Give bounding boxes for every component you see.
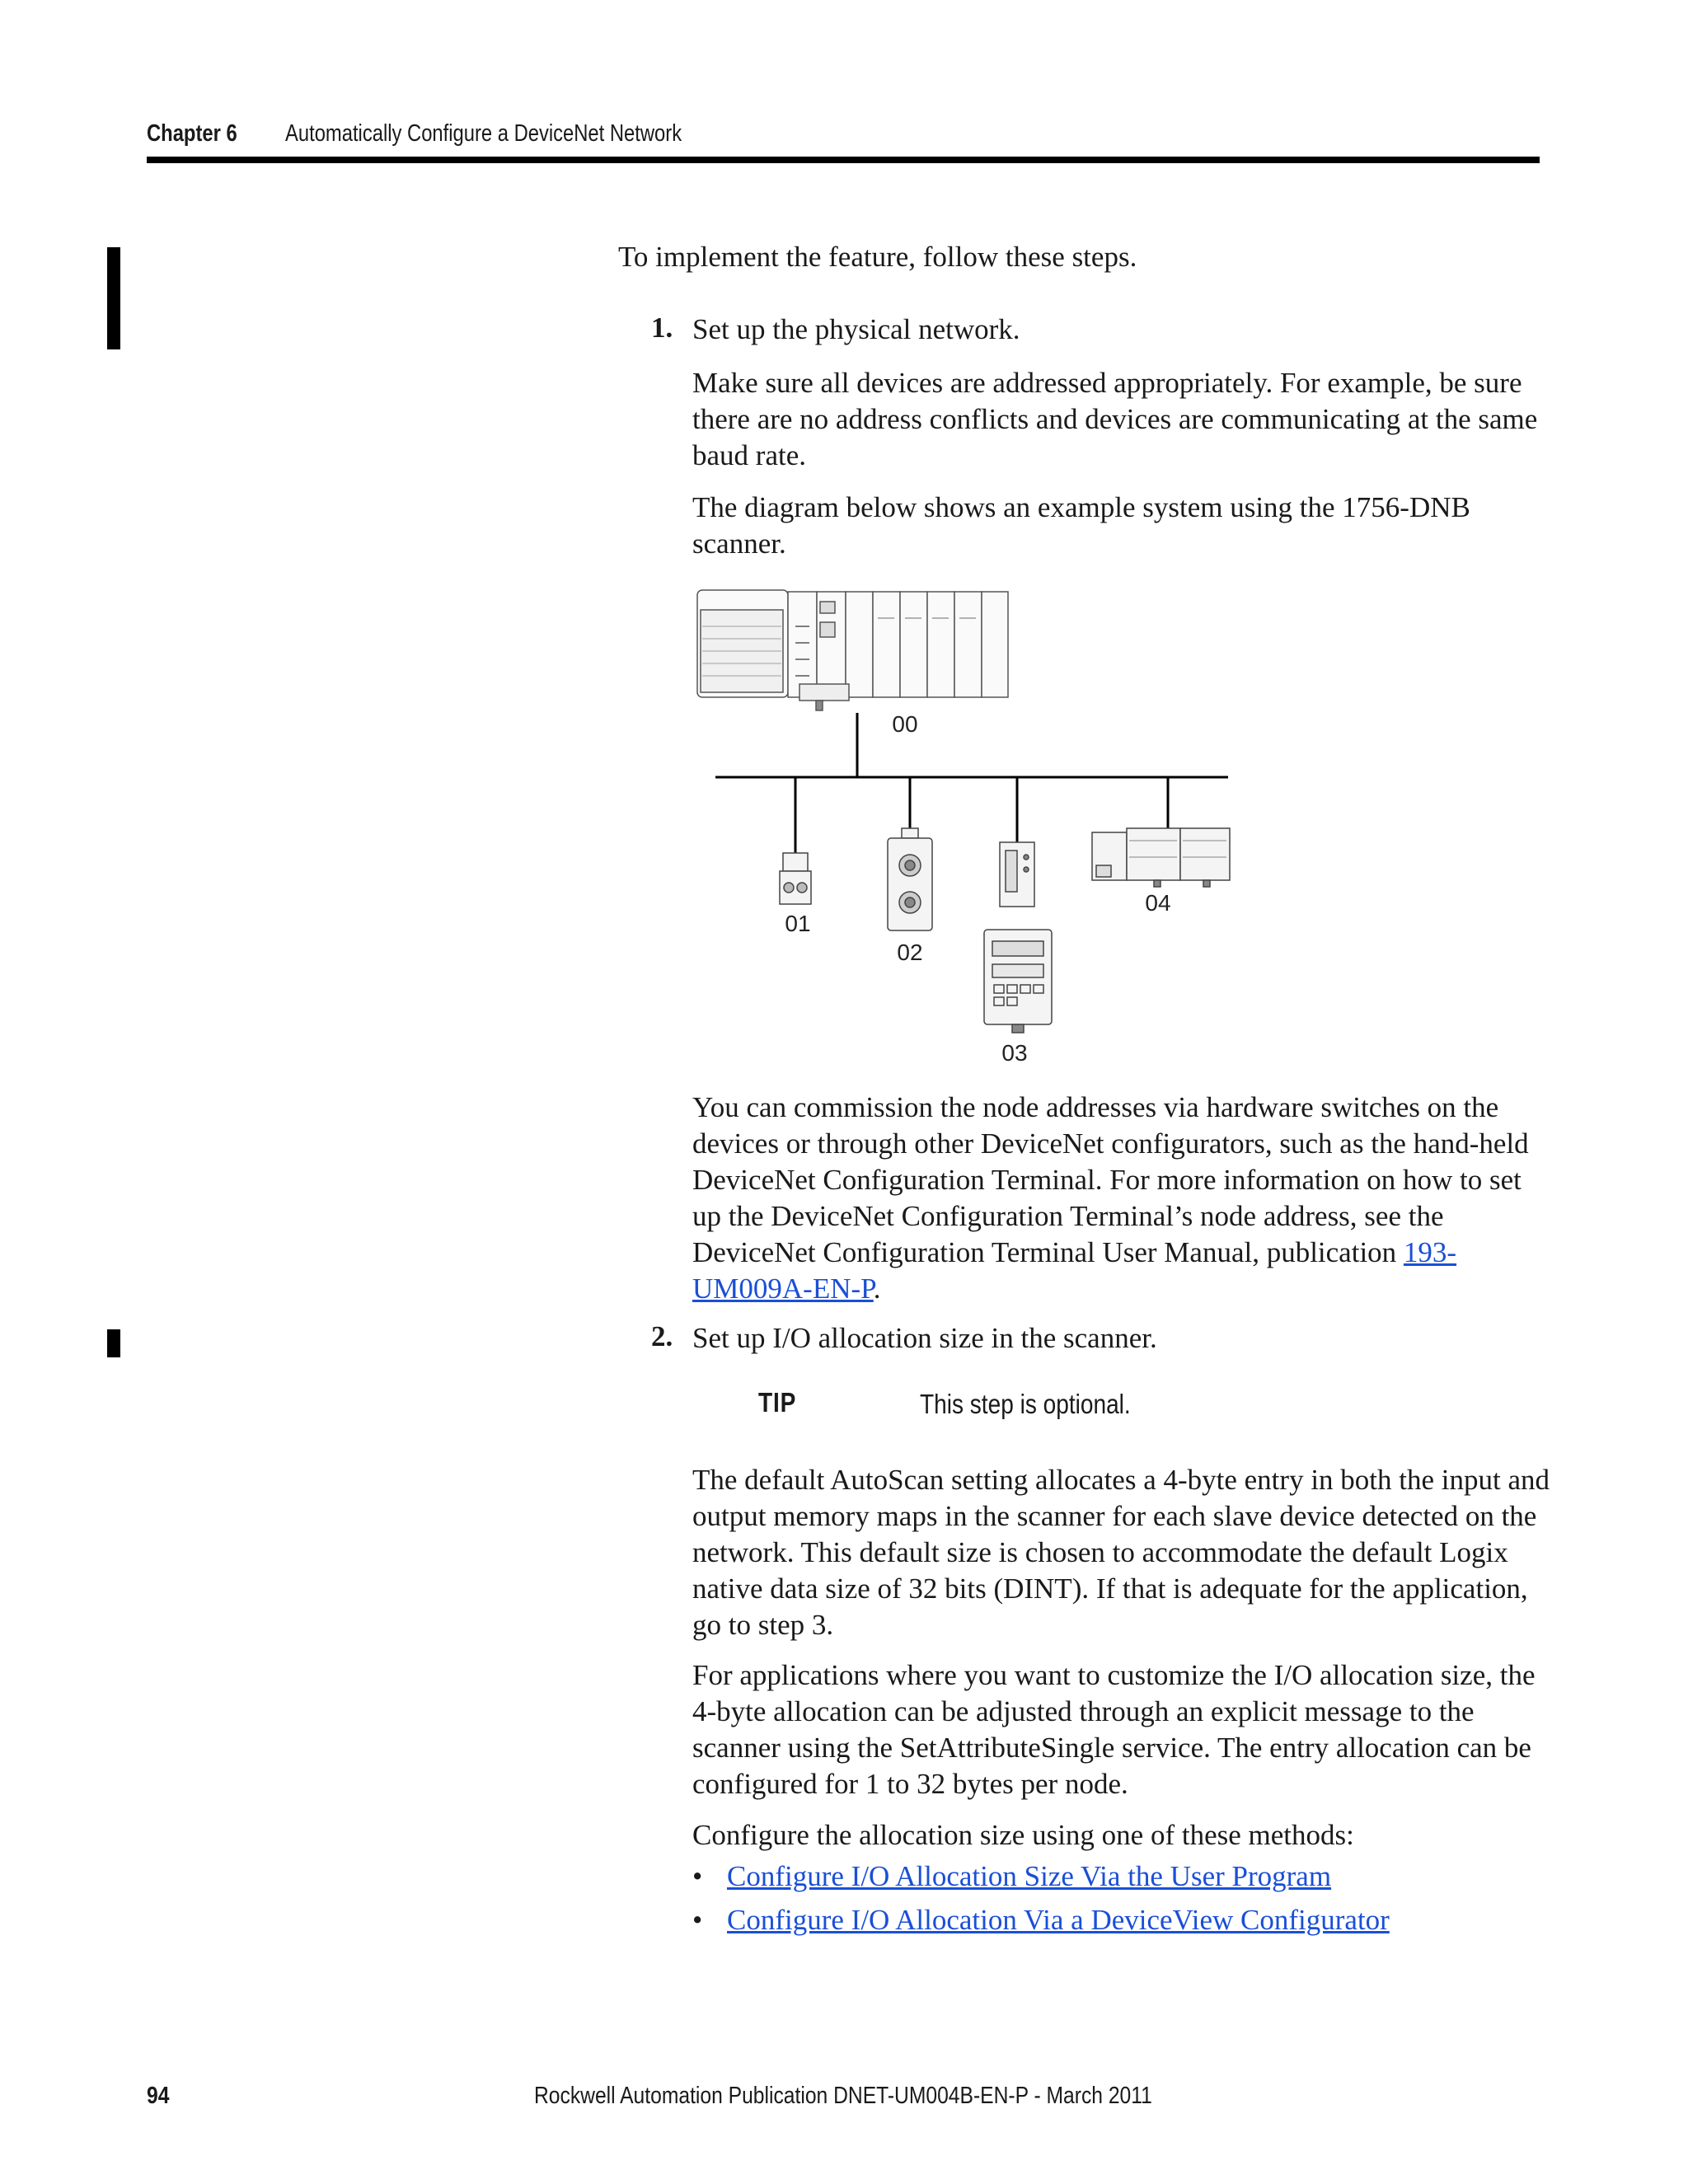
- step-paragraph: The diagram below shows an example system using the 1756-DNB scanner.: [692, 491, 1470, 560]
- header-rule: [147, 157, 1540, 163]
- step-paragraph: For applications where you want to customize the I/O allocation size, the 4-byte allocation can be adjusted through an explicit message to the scanner using the SetAttributeSingle service. The entry allocation can be configured for 1 to 32 bytes per node.: [692, 1659, 1536, 1800]
- chapter-title: Automatically Configure a DeviceNet Network: [285, 120, 682, 147]
- page-number: 94: [147, 2083, 170, 2109]
- method-link-deviceview[interactable]: Configure I/O Allocation Via a DeviceView Configurator: [727, 1904, 1390, 1936]
- tip-text: This step is optional.: [920, 1389, 1131, 1419]
- device-02-image: [888, 828, 932, 930]
- chassis-image: [697, 590, 1008, 710]
- step-number: 2.: [651, 1320, 673, 1352]
- device-01-image: [780, 853, 811, 904]
- node-label-02: 02: [897, 940, 923, 965]
- bullet-dot: •: [692, 1904, 703, 1936]
- chapter-label: Chapter 6: [147, 120, 237, 147]
- page-header: [147, 115, 1540, 165]
- node-label-03: 03: [1001, 1040, 1028, 1066]
- step-title: Set up I/O allocation size in the scanner.: [692, 1322, 1157, 1354]
- step-paragraph: Configure the allocation size using one of these methods:: [692, 1819, 1354, 1851]
- device-04-image: [1092, 828, 1230, 887]
- step-title: Set up the physical network.: [692, 313, 1020, 345]
- step-paragraph: The default AutoScan setting allocates a 4-byte entry in both the input and output memory maps in the scanner for each slave device detected on the network. This default size is chosen to accommodate the default Logix native data size of 32 bits (DINT). If that is adequate for the application, go to step 3.: [692, 1464, 1550, 1641]
- step-number: 1.: [651, 312, 673, 344]
- device-03-image: [984, 842, 1052, 1033]
- bullet-dot: •: [692, 1860, 703, 1892]
- method-link-user-program[interactable]: Configure I/O Allocation Size Via the User Program: [727, 1860, 1332, 1892]
- publication-footer: Rockwell Automation Publication DNET-UM004B-EN-P - March 2011: [534, 2083, 1152, 2109]
- change-bar: [107, 247, 120, 349]
- network-diagram: [692, 577, 1253, 1080]
- intro-text: To implement the feature, follow these steps.: [618, 241, 1137, 273]
- node-label-04: 04: [1145, 890, 1171, 916]
- publication-link[interactable]: 193-UM009A-EN-P: [692, 1236, 1457, 1305]
- node-label-00: 00: [892, 711, 918, 737]
- commission-text: You can commission the node addresses via hardware switches on the devices or through other DeviceNet configurators, such as the hand-held DeviceNet Configuration Terminal. For more information on how to set up the DeviceNet Configuration Terminal’s node address, see the DeviceNet Configuration Terminal User Manual, publication: [692, 1091, 1529, 1268]
- node-label-01: 01: [785, 911, 811, 936]
- commission-text-end: .: [873, 1272, 881, 1305]
- tip-label: TIP: [758, 1387, 797, 1418]
- step-paragraph: [692, 1090, 1554, 1307]
- step-paragraph: Make sure all devices are addressed appropriately. For example, be sure there are no address conflicts and devices are communicating at the same baud rate.: [692, 367, 1538, 471]
- change-bar: [107, 1329, 120, 1357]
